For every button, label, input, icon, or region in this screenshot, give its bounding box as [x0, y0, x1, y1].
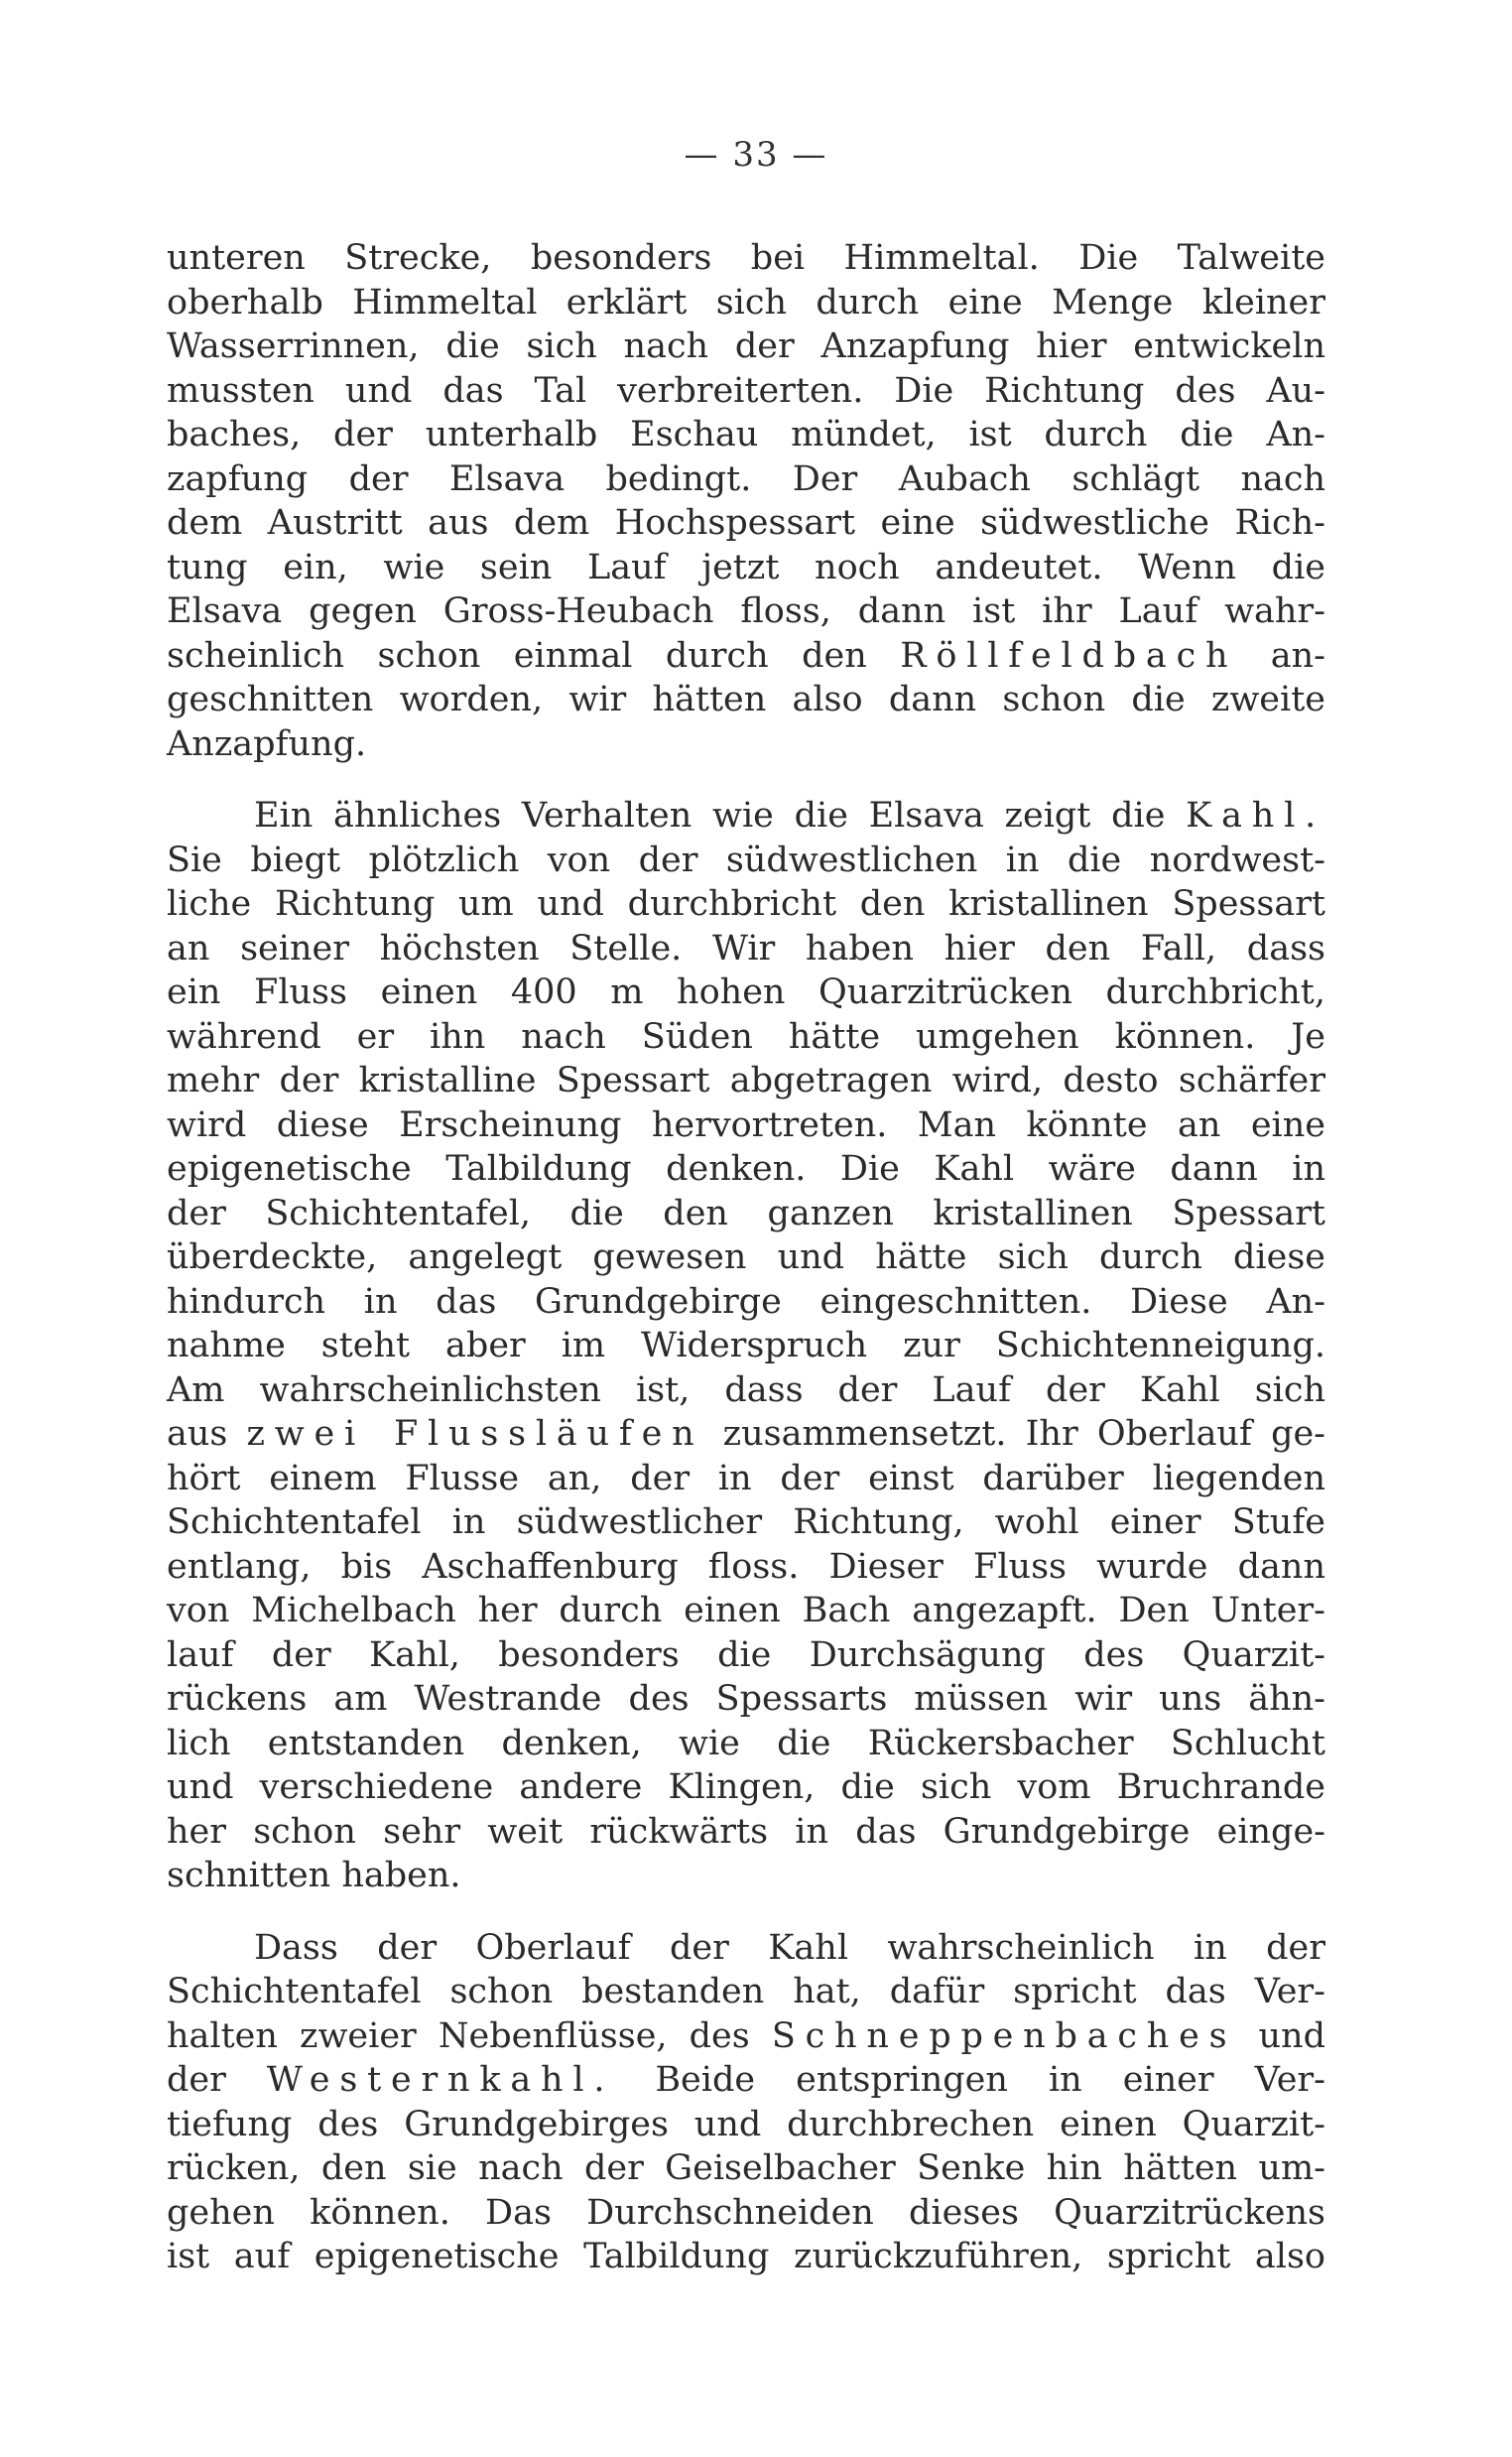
text-line: Schichtentafel in südwestlicher Richtung, wohl einer Stufe	[167, 1502, 1325, 1542]
spaced-name: Röllfeldbach	[900, 635, 1238, 676]
text-line: her schon sehr weit rückwärts in das Grundgebirge einge-	[167, 1811, 1325, 1852]
spaced-name: Schneppenbaches	[771, 2015, 1237, 2056]
text-line	[167, 794, 1325, 839]
page-number: — 33 —	[684, 135, 828, 175]
text-line: baches, der unterhalb Eschau mündet, ist durch die An-	[167, 415, 1325, 454]
text-line: entlang, bis Aschaffenburg floss. Dieser Fluss wurde dann	[167, 1546, 1325, 1587]
text-line: mehr der kristalline Spessart abgetragen wird, desto schärfer	[167, 1061, 1325, 1100]
text-line: unteren Strecke, besonders bei Himmeltal. Die Talweite	[167, 238, 1325, 278]
text-line: wird diese Erscheinung hervortreten. Man könnte an eine	[167, 1104, 1325, 1145]
text-line: rückens am Westrande des Spessarts müssen wir uns ähn-	[167, 1679, 1325, 1719]
text-line: geschnitten worden, wir hätten also dann schon die zweite	[167, 680, 1325, 719]
text-line	[167, 2014, 1325, 2059]
text-line: ein Fluss einen 400 m hohen Quarzitrücken durchbricht,	[167, 972, 1325, 1012]
text-line: hindurch in das Grundgebirge eingeschnitten. Diese An-	[167, 1281, 1325, 1322]
spaced-name: Kahl.	[1186, 796, 1325, 836]
text-line: Anzapfung.	[167, 723, 367, 764]
text-line: tung ein, wie sein Lauf jetzt noch andeutet. Wenn die	[167, 547, 1325, 587]
text-line: oberhalb Himmeltal erklärt sich durch eine Menge kleiner	[167, 282, 1325, 323]
text-line: dem Austritt aus dem Hochspessart eine südwestliche Rich-	[167, 503, 1325, 543]
text-run: und	[1236, 2015, 1325, 2056]
text-line: zapfung der Elsava bedingt. Der Aubach schlägt nach	[167, 458, 1325, 499]
text-run: aus	[167, 1414, 247, 1454]
text-line: Elsava gegen Gross-Heubach floss, dann ist ihr Lauf wahr-	[167, 591, 1325, 631]
text-run: halten zweier Nebenflüsse, des	[167, 2015, 772, 2056]
text-line: Schichtentafel schon bestanden hat, dafür spricht das Ver-	[167, 1972, 1325, 2011]
text-line: Wasserrinnen, die sich nach der Anzapfung hier entwickeln	[167, 326, 1325, 366]
text-line: hört einem Flusse an, der in der einst darüber liegenden	[167, 1458, 1325, 1498]
text-line: ist auf epigenetische Talbildung zurückzuführen, spricht also	[167, 2237, 1325, 2276]
text-line	[167, 2058, 1325, 2103]
text-line	[167, 1412, 1325, 1457]
text-run: an-	[1237, 635, 1325, 676]
text-line: Sie biegt plötzlich von der südwestlichen in die nordwest-	[167, 840, 1325, 880]
body-text	[167, 236, 1325, 2279]
text-line: tiefung des Grundgebirges und durchbrechen einen Quarzit-	[167, 2104, 1325, 2144]
text-run: zusammensetzt. Ihr Oberlauf ge-	[703, 1414, 1326, 1454]
text-line: epigenetische Talbildung denken. Die Kahl wäre dann in	[167, 1149, 1325, 1189]
text-line: lauf der Kahl, besonders die Durchsägung des Quarzit-	[167, 1634, 1325, 1675]
text-run: Ein ähnliches Verhalten wie die Elsava zeigt die	[254, 796, 1187, 836]
text-line: an seiner höchsten Stelle. Wir haben hier den Fall, dass	[167, 928, 1325, 969]
text-line: gehen können. Das Durchschneiden dieses Quarzitrückens	[167, 2192, 1325, 2233]
text-line: überdeckte, angelegt gewesen und hätte sich durch diese	[167, 1237, 1325, 1277]
text-line: nahme steht aber im Widerspruch zur Schichtenneigung.	[167, 1326, 1325, 1365]
text-line: Am wahrscheinlichsten ist, dass der Lauf der Kahl sich	[167, 1369, 1325, 1410]
text-line: während er ihn nach Süden hätte umgehen können. Je	[167, 1016, 1325, 1057]
text-line: Dass der Oberlauf der Kahl wahrscheinlich in der	[254, 1927, 1325, 1968]
text-line: lich entstanden denken, wie die Rückersbacher Schlucht	[167, 1723, 1325, 1763]
text-line: liche Richtung um und durchbricht den kristallinen Spessart	[167, 884, 1325, 924]
spaced-name: Westernkahl.	[266, 2060, 615, 2100]
text-line: und verschiedene andere Klingen, die sich vom Bruchrande	[167, 1767, 1325, 1807]
text-line	[167, 634, 1325, 679]
text-line: mussten und das Tal verbreiterten. Die Richtung des Au-	[167, 370, 1325, 411]
text-line: schnitten haben.	[167, 1856, 461, 1895]
text-line: rücken, den sie nach der Geiselbacher Senke hin hätten um-	[167, 2148, 1325, 2188]
text-run: scheinlich schon einmal durch den	[167, 635, 901, 676]
text-line: der Schichtentafel, die den ganzen kristallinen Spessart	[167, 1193, 1325, 1233]
spaced-name: zwei Flussläufen	[246, 1414, 704, 1454]
text-line: von Michelbach her durch einen Bach angezapft. Den Unter-	[167, 1591, 1325, 1630]
text-run: der	[167, 2060, 267, 2100]
text-run: Beide entspringen in einer Ver-	[614, 2060, 1325, 2100]
